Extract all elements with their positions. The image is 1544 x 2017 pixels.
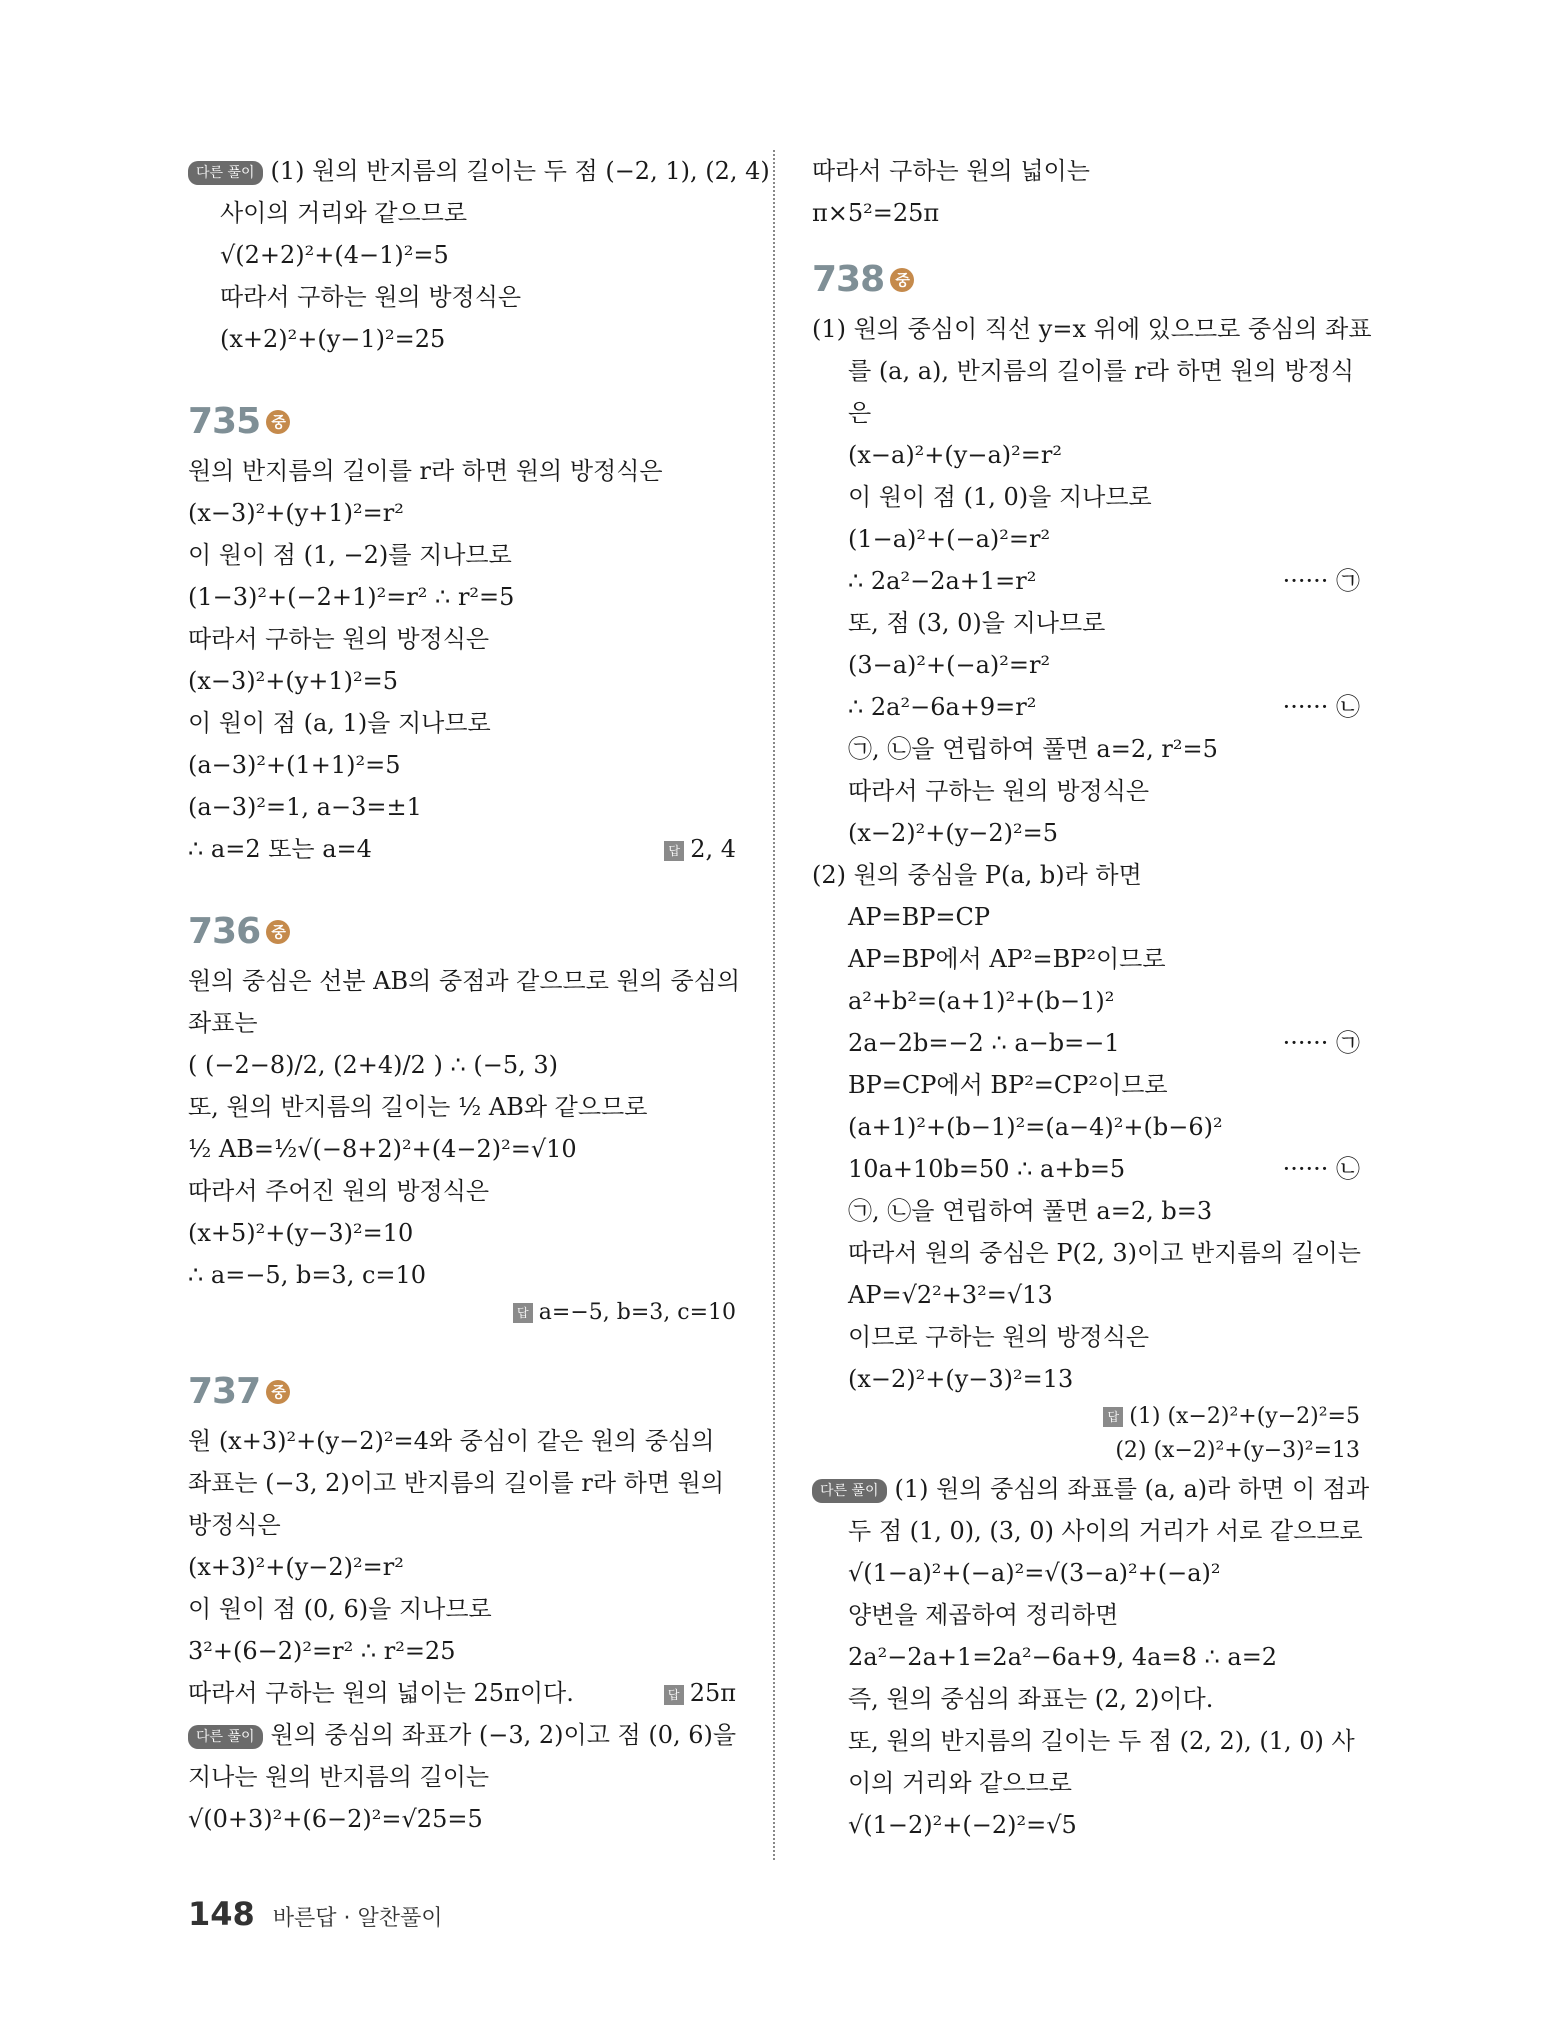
math-line: ∴ 2a²−2a+1=r² ······ ㉠: [812, 560, 1360, 602]
alt-solution-737: 다른 풀이 원의 중심의 좌표가 (−3, 2)이고 점 (0, 6)을: [188, 1714, 736, 1756]
difficulty-badge: 중: [266, 410, 290, 434]
math-line: (x−a)²+(y−a)²=r²: [848, 441, 1062, 469]
math-line: (x+5)²+(y−3)²=10: [188, 1219, 414, 1247]
math-line: (a−3)²=1, a−3=±1: [188, 793, 422, 821]
text-line: 원의 반지름의 길이를 r라 하면 원의 방정식은: [188, 457, 663, 485]
math-line: √(1−2)²+(−2)²=√5: [848, 1811, 1077, 1839]
text-line: 또, 원의 반지름의 길이는 두 점 (2, 2), (1, 0) 사: [848, 1727, 1355, 1755]
math-line: (x+2)²+(y−1)²=25: [220, 325, 446, 353]
equation-marker-2: ······ ㉡: [1282, 693, 1360, 721]
alt-solution-738: 다른 풀이 (1) 원의 중심의 좌표를 (a, a)라 하면 이 점과: [812, 1468, 1360, 1510]
text-line: 이 원이 점 (a, 1)을 지나므로: [188, 709, 491, 737]
math-line: (1−3)²+(−2+1)²=r² ∴ r²=5: [188, 583, 515, 611]
page-footer: [188, 1895, 443, 1933]
part1-line: (1) 원의 중심이 직선 y=x 위에 있으므로 중심의 좌표: [812, 315, 1372, 343]
text-line: 양변을 제곱하여 정리하면: [848, 1601, 1119, 1629]
equation-marker-2: ······ ㉡: [1282, 1155, 1360, 1183]
answer-738-1: 답 (1) (x−2)²+(y−2)²=5: [812, 1400, 1360, 1434]
text-line: 지나는 원의 반지름의 길이는: [188, 1763, 490, 1791]
alt-solution-tag: 다른 풀이: [812, 1479, 887, 1503]
text-line: 따라서 주어진 원의 방정식은: [188, 1177, 490, 1205]
math-line: √(2+2)²+(4−1)²=5: [220, 241, 449, 269]
text-line: 를 (a, a), 반지름의 길이를 r라 하면 원의 방정식: [848, 357, 1355, 385]
text-line: 따라서 구하는 원의 넓이는: [812, 157, 1090, 185]
text-line: 방정식은: [188, 1511, 281, 1539]
text-line: 원의 중심은 선분 AB의 중점과 같으므로 원의 중심의: [188, 967, 741, 995]
text-line: 따라서 구하는 원의 방정식은: [220, 283, 522, 311]
answer-icon: 답: [664, 1685, 684, 1705]
text-line: 사이의 거리와 같으므로: [220, 199, 468, 227]
difficulty-badge: 중: [266, 920, 290, 944]
text-line: 좌표는 (−3, 2)이고 반지름의 길이를 r라 하면 원의: [188, 1469, 725, 1497]
text-line: 이므로 구하는 원의 방정식은: [848, 1323, 1150, 1351]
right-column: [812, 150, 1372, 1846]
answer-735: 답 2, 4: [664, 828, 736, 870]
math-line: √(0+3)²+(6−2)²=√25=5: [188, 1805, 483, 1833]
math-line: √(1−a)²+(−a)²=√(3−a)²+(−a)²: [848, 1559, 1221, 1587]
left-column: [188, 150, 770, 1840]
text-line: 좌표는: [188, 1009, 258, 1037]
answer-icon: 답: [513, 1303, 533, 1323]
math-line: AP=BP=CP: [848, 903, 990, 931]
text-line: ㉠, ㉡을 연립하여 풀면 a=2, r²=5: [848, 735, 1218, 763]
math-line: ( (−2−8)/2, (2+4)/2 ) ∴ (−5, 3): [188, 1051, 558, 1079]
math-line: (x−3)²+(y+1)²=r²: [188, 499, 404, 527]
text-line: 이 원이 점 (1, −2)를 지나므로: [188, 541, 512, 569]
difficulty-badge: 중: [266, 1380, 290, 1404]
answer-icon: 답: [1103, 1407, 1123, 1427]
book-title: 바른답 · 알찬풀이: [272, 1906, 443, 1931]
math-line: ∴ a=2 또는 a=4 답 2, 4: [188, 828, 736, 870]
problem-number-738: 738 중: [812, 252, 1360, 308]
answer-737: 답 25π: [664, 1672, 736, 1714]
equation-marker-1: ······ ㉠: [1282, 567, 1360, 595]
answer-738-2: (2) (x−2)²+(y−3)²=13: [1115, 1438, 1360, 1463]
math-line: AP=√2²+3²=√13: [848, 1281, 1053, 1309]
text-line: 또, 점 (3, 0)을 지나므로: [848, 609, 1106, 637]
math-line: ∴ 2a²−6a+9=r² ······ ㉡: [812, 686, 1360, 728]
math-line: BP=CP에서 BP²=CP²이므로: [848, 1071, 1168, 1099]
math-line: π×5²=25π: [812, 199, 940, 227]
math-line: AP=BP에서 AP²=BP²이므로: [848, 945, 1166, 973]
text-line: 이 원이 점 (1, 0)을 지나므로: [848, 483, 1152, 511]
math-line: (x−3)²+(y+1)²=5: [188, 667, 399, 695]
math-line: (x+3)²+(y−2)²=r²: [188, 1553, 404, 1581]
text-line: 즉, 원의 중심의 좌표는 (2, 2)이다.: [848, 1685, 1214, 1713]
problem-number-736: 736 중: [188, 904, 736, 960]
math-line: (1−a)²+(−a)²=r²: [848, 525, 1051, 553]
equation-marker-1: ······ ㉠: [1282, 1029, 1360, 1057]
problem-number-735: 735 중: [188, 394, 736, 450]
math-line: 10a+10b=50 ∴ a+b=5 ······ ㉡: [812, 1148, 1360, 1190]
alt-solution-intro: 다른 풀이 (1) 원의 반지름의 길이는 두 점 (−2, 1), (2, 4): [188, 150, 736, 192]
math-line: a²+b²=(a+1)²+(b−1)²: [848, 987, 1115, 1015]
math-line: 2a−2b=−2 ∴ a−b=−1 ······ ㉠: [812, 1022, 1360, 1064]
math-line: ½ AB=½√(−8+2)²+(4−2)²=√10: [188, 1135, 577, 1163]
text-line: 따라서 구하는 원의 방정식은: [848, 777, 1150, 805]
difficulty-badge: 중: [890, 268, 914, 292]
text-line: 이의 거리와 같으므로: [848, 1769, 1072, 1797]
page-number: 148: [188, 1895, 255, 1933]
part2-line: (2) 원의 중심을 P(a, b)라 하면: [812, 861, 1142, 889]
text-line: 또, 원의 반지름의 길이는 ½ AB와 같으므로: [188, 1093, 648, 1121]
math-line: 2a²−2a+1=2a²−6a+9, 4a=8 ∴ a=2: [848, 1643, 1278, 1671]
column-divider: [773, 150, 775, 1860]
alt-solution-tag: 다른 풀이: [188, 161, 263, 185]
text-line: 따라서 구하는 원의 방정식은: [188, 625, 490, 653]
text-line: 따라서 구하는 원의 넓이는 25π이다. 답 25π: [188, 1672, 736, 1714]
math-line: (x−2)²+(y−2)²=5: [848, 819, 1059, 847]
text-line: 은: [848, 399, 872, 427]
math-line: ∴ a=−5, b=3, c=10: [188, 1261, 427, 1289]
text-line: ㉠, ㉡을 연립하여 풀면 a=2, b=3: [848, 1197, 1213, 1225]
math-line: 3²+(6−2)²=r² ∴ r²=25: [188, 1637, 456, 1665]
alt-solution-tag: 다른 풀이: [188, 1725, 263, 1749]
text-line: 따라서 원의 중심은 P(2, 3)이고 반지름의 길이는: [848, 1239, 1361, 1267]
answer-736: 답 a=−5, b=3, c=10: [188, 1296, 736, 1330]
math-line: (3−a)²+(−a)²=r²: [848, 651, 1051, 679]
text-line: 이 원이 점 (0, 6)을 지나므로: [188, 1595, 492, 1623]
math-line: (a−3)²+(1+1)²=5: [188, 751, 401, 779]
text-line: 두 점 (1, 0), (3, 0) 사이의 거리가 서로 같으므로: [848, 1517, 1363, 1545]
math-line: (a+1)²+(b−1)²=(a−4)²+(b−6)²: [848, 1113, 1223, 1141]
problem-number-737: 737 중: [188, 1364, 736, 1420]
math-line: (x−2)²+(y−3)²=13: [848, 1365, 1074, 1393]
text-line: 원 (x+3)²+(y−2)²=4와 중심이 같은 원의 중심의: [188, 1427, 715, 1455]
answer-icon: 답: [664, 841, 684, 861]
